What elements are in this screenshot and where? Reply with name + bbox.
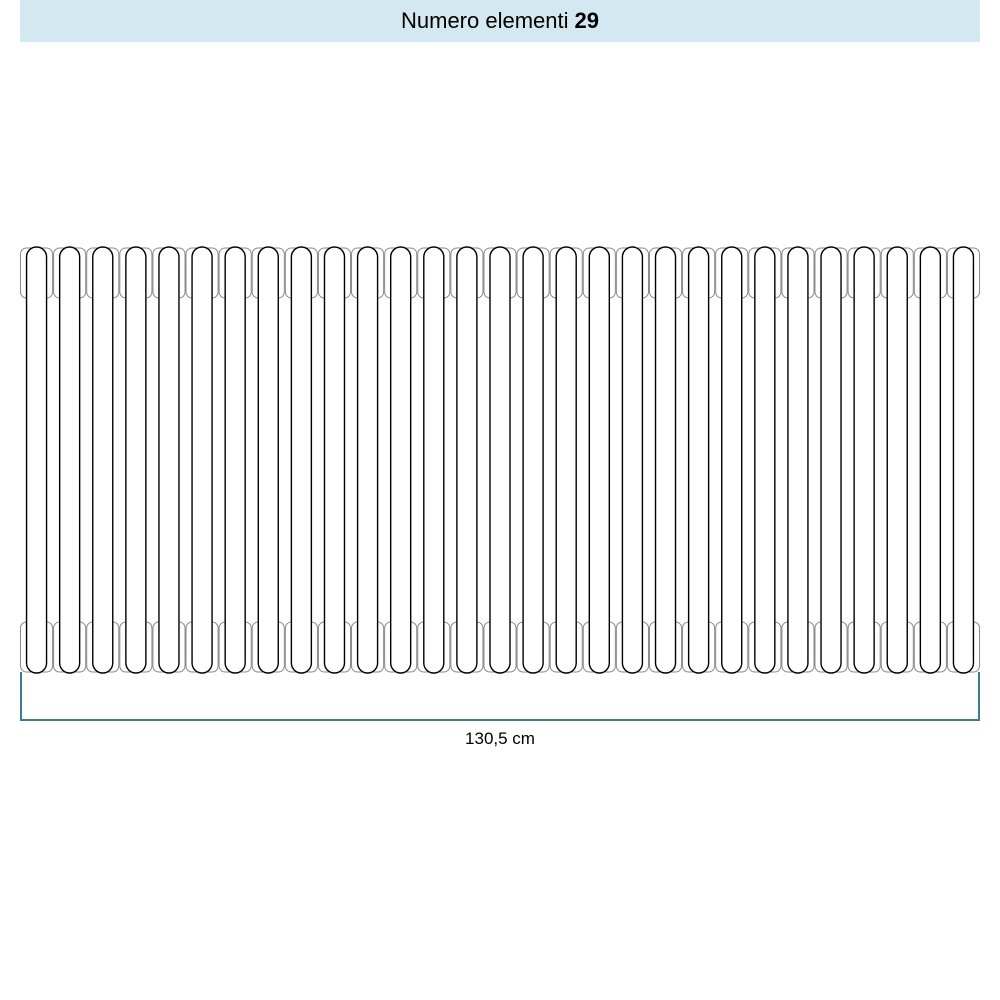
radiator-tube <box>126 247 146 673</box>
element-count: 29 <box>574 8 599 33</box>
radiator-tube <box>722 247 742 673</box>
header-label: Numero elementi <box>401 8 569 33</box>
radiator-tube <box>258 247 278 673</box>
radiator-tube <box>589 247 609 673</box>
radiator-tube <box>953 247 973 673</box>
width-dimension-line <box>20 672 980 720</box>
radiator-tube <box>93 247 113 673</box>
radiator-tube <box>225 247 245 673</box>
radiator-tube <box>622 247 642 673</box>
radiator-tube <box>60 247 80 673</box>
radiator-tube <box>358 247 378 673</box>
radiator-tube <box>887 247 907 673</box>
radiator-tube <box>854 247 874 673</box>
radiator-tube <box>523 247 543 673</box>
radiator-tube <box>291 247 311 673</box>
radiator-tube <box>424 247 444 673</box>
radiator-tube <box>27 247 47 673</box>
radiator-tube <box>324 247 344 673</box>
width-label: 130,5 cm <box>465 729 535 748</box>
radiator-tube <box>689 247 709 673</box>
radiator-tube <box>920 247 940 673</box>
radiator-tube <box>192 247 212 673</box>
radiator-tube <box>490 247 510 673</box>
radiator-tube <box>556 247 576 673</box>
radiator-tube <box>788 247 808 673</box>
radiator-tube <box>457 247 477 673</box>
radiator-tubes <box>27 247 974 673</box>
radiator-tube <box>755 247 775 673</box>
radiator-tube <box>159 247 179 673</box>
radiator-tube <box>391 247 411 673</box>
radiator-tube <box>821 247 841 673</box>
radiator-tube <box>656 247 676 673</box>
